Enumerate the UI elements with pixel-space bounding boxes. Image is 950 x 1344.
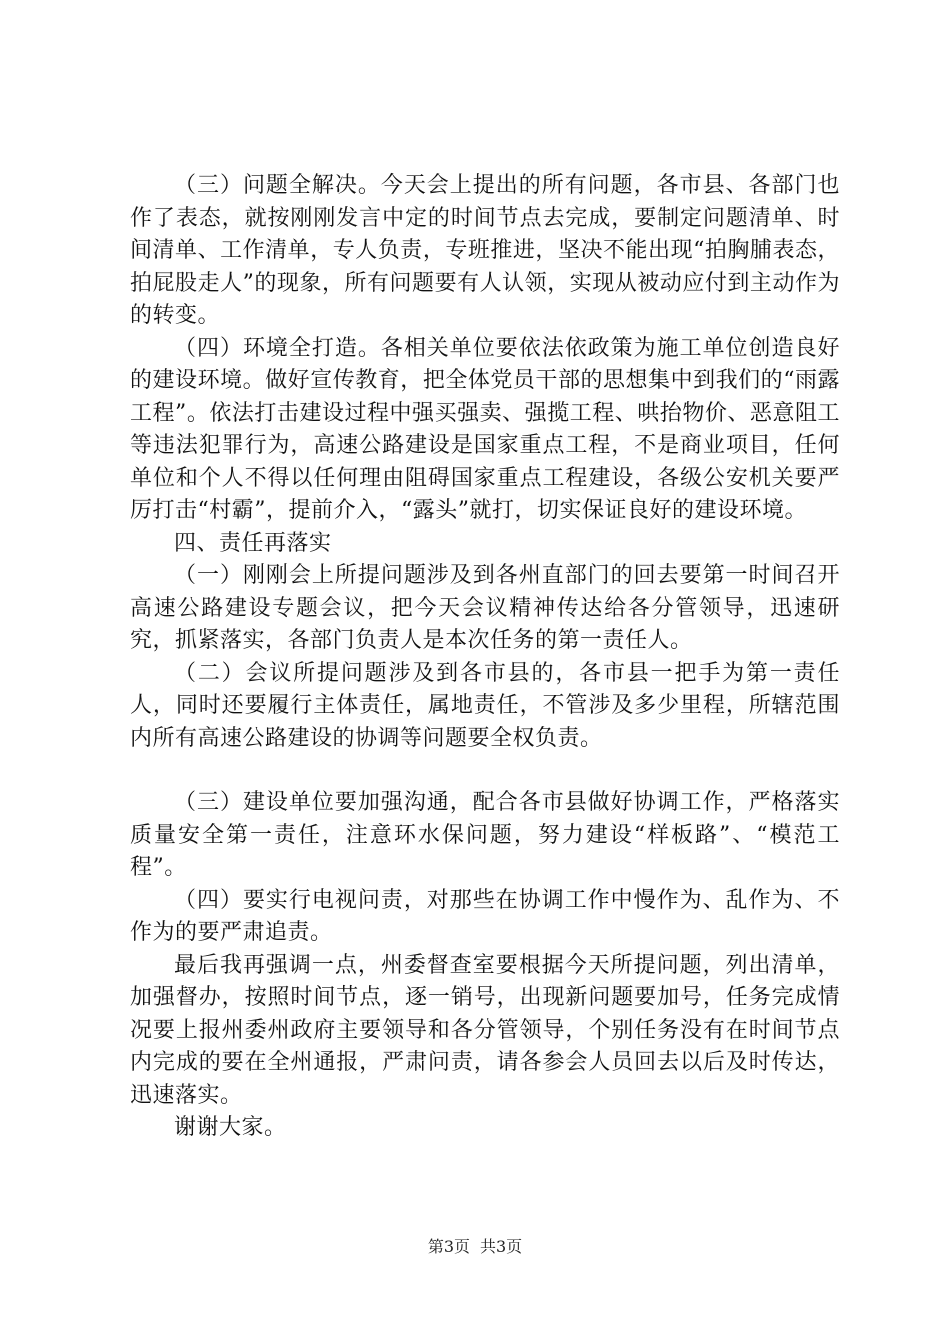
paragraph-closing-remarks: 最后我再强调一点，州委督查室要根据今天所提问题，列出清单，加强督办，按照时间节点，逐一销号，出现新问题要加号，任务完成情况要上报州委州政府主要领导和各分管领导，个别任务没有在时间节点内完成的要在全州通报，严肃问责，请各参会人员回去以后及时传达，迅速落实。 <box>130 952 840 1108</box>
paragraph-thanks: 谢谢大家。 <box>174 1115 287 1140</box>
page-number: 第3页 <box>427 1237 470 1256</box>
document-body <box>130 170 840 1145</box>
paragraph-responsibility-4: （四）要实行电视问责，对那些在协调工作中慢作为、乱作为、不作为的要严肃追责。 <box>130 887 840 945</box>
page-footer <box>0 1237 950 1257</box>
paragraph-environment: （四）环境全打造。各相关单位要依法依政策为施工单位创造良好的建设环境。做好宣传教育，把全体党员干部的思想集中到我们的“雨露工程”。依法打击建设过程中强买强卖、强揽工程、哄抬物价、恶意阻工等违法犯罪行为，高速公路建设是国家重点工程，不是商业项目，任何单位和个人不得以任何理由阻碍国家重点工程建设，各级公安机关要严厉打击“村霸”，提前介入，“露头”就打，切实保证良好的建设环境。 <box>130 335 840 523</box>
section-heading-responsibility: 四、责任再落实 <box>174 530 332 556</box>
page-total: 共3页 <box>480 1237 523 1256</box>
paragraph-responsibility-1: （一）刚刚会上所提问题涉及到各州直部门的回去要第一时间召开高速公路建设专题会议，把今天会议精神传达给各分管领导，迅速研究，抓紧落实，各部门负责人是本次任务的第一责任人。 <box>130 563 840 653</box>
paragraph-responsibility-2: （二）会议所提问题涉及到各市县的，各市县一把手为第一责任人，同时还要履行主体责任，属地责任，不管涉及多少里程，所辖范围内所有高速公路建设的协调等问题要全权负责。 <box>130 660 840 751</box>
paragraph-responsibility-3: （三）建设单位要加强沟通，配合各市县做好协调工作，严格落实质量安全第一责任，注意环水保问题，努力建设“样板路”、“模范工程”。 <box>130 790 840 880</box>
paragraph-problem-solving: （三）问题全解决。今天会上提出的所有问题，各市县、各部门也作了表态，就按刚刚发言中定的时间节点去完成，要制定问题清单、时间清单、工作清单，专人负责，专班推进，坚决不能出现“拍胸脯表态，拍屁股走人”的现象，所有问题要有人认领，实现从被动应付到主动作为的转变。 <box>130 173 840 328</box>
